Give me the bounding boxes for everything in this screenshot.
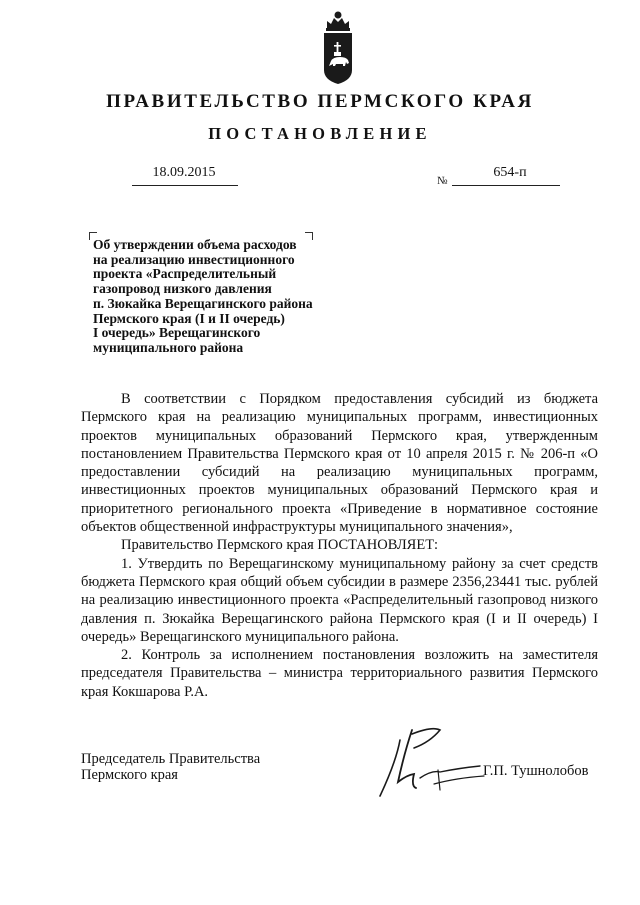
document-number: 654-п	[493, 165, 527, 180]
subject-line: газопровод низкого давления	[93, 281, 272, 297]
subject-line: проекта «Распределительный	[93, 266, 277, 282]
number-sign: №	[437, 175, 448, 187]
document-body	[81, 390, 598, 701]
subject-line: Об утверждении объема расходов	[93, 237, 297, 252]
body-paragraph: В соответствии с Порядком предоставления субсидий из бюджета Пермского края на реализацию муниципальных программ, инвестиционных проектов муниципальных образований Пермского края, утвержденным постановлением Правительства Пермского края от 10 апреля 2015 г. № 206-п «О предоставлении субсидий на реализацию муниципальных программ, инвестиционных проектов муниципальных образований Пермского края и приоритетного регионального проекта «Приведение в нормативное состояние объектов общественной инфраструктуры муниципального значения»,	[81, 391, 598, 536]
document-subject	[93, 238, 373, 356]
government-title: ПРАВИТЕЛЬСТВО ПЕРМСКОГО КРАЯ	[106, 91, 534, 112]
document-date: 18.09.2015	[152, 165, 216, 180]
body-paragraph: 2. Контроль за исполнением постановления возложить на заместителя председателя Правительства – министра территориального развития Пермского края Кокшарова Р.А.	[81, 647, 598, 700]
subject-line: Пермского края (I и II очередь)	[93, 310, 285, 326]
body-paragraph: 1. Утвердить по Верещагинскому муниципальному району за счет средств бюджета Пермского края общий объем субсидии в размере 2356,23441 тыс. рублей на реализацию инвестиционного проекта «Распределительный газопровод низкого давления п. Зюкайка Верещагинского района Пермского края (I и II очередь) I очередь» Верещагинского муниципального района.	[81, 555, 598, 645]
subject-line: I очередь» Верещагинского	[93, 325, 261, 341]
coat-of-arms-icon	[318, 8, 358, 86]
signatory-position	[81, 751, 260, 783]
handwritten-signature	[374, 720, 494, 802]
date-underline	[132, 185, 238, 186]
number-underline	[452, 185, 560, 186]
subject-line: п. Зюкайка Верещагинского района	[93, 295, 313, 311]
body-paragraph: Правительство Пермского края ПОСТАНОВЛЯЕТ:	[121, 537, 439, 554]
position-line: Пермского края	[81, 767, 178, 783]
subject-line: муниципального района	[93, 339, 244, 355]
position-line: Председатель Правительства	[81, 751, 261, 767]
document-type: ПОСТАНОВЛЕНИЕ	[208, 124, 432, 143]
subject-line: на реализацию инвестиционного	[93, 251, 295, 267]
signatory-name: Г.П. Тушнолобов	[483, 763, 589, 779]
